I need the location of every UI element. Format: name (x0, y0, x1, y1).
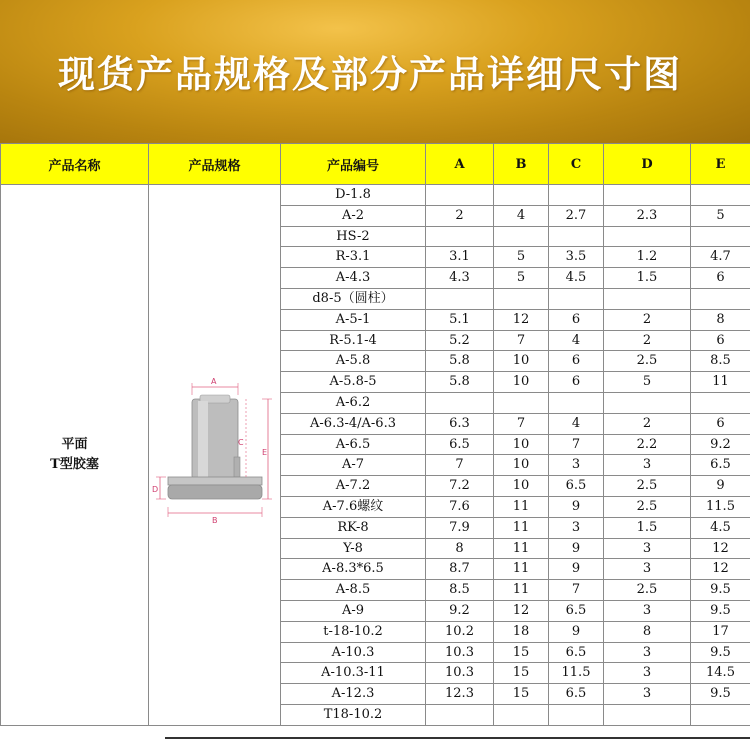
dim-e-cell: 9.2 (691, 434, 750, 455)
dim-e-cell: 6 (691, 413, 750, 434)
header-e: E (691, 144, 750, 185)
dim-b-cell (494, 185, 549, 206)
dim-c-cell (549, 704, 604, 725)
dim-e-cell: 6 (691, 268, 750, 289)
dim-d-cell: 1.5 (604, 268, 691, 289)
dim-a-cell (426, 392, 494, 413)
dim-c-cell: 4.5 (549, 268, 604, 289)
title-banner (0, 0, 750, 143)
dim-b-cell: 7 (494, 330, 549, 351)
dim-c-cell: 6.5 (549, 642, 604, 663)
dim-e-cell: 9 (691, 476, 750, 497)
dim-d-cell: 3 (604, 538, 691, 559)
dim-b-cell: 5 (494, 247, 549, 268)
dim-b-cell (494, 288, 549, 309)
dim-e-cell: 12 (691, 559, 750, 580)
dim-b-cell: 18 (494, 621, 549, 642)
product-code-cell: T18-10.2 (281, 704, 426, 725)
dim-c-cell (549, 392, 604, 413)
dim-b-cell (494, 704, 549, 725)
dim-d-cell (604, 226, 691, 247)
product-code-cell: t-18-10.2 (281, 621, 426, 642)
header-product-code: 产品编号 (281, 144, 426, 185)
dim-c-cell: 6.5 (549, 476, 604, 497)
dim-b-cell (494, 392, 549, 413)
dim-a-cell: 12.3 (426, 684, 494, 705)
dim-c-cell: 2.7 (549, 205, 604, 226)
product-code-cell: A-6.5 (281, 434, 426, 455)
product-name-cell (1, 185, 149, 726)
dim-d-cell (604, 392, 691, 413)
dim-b-cell: 12 (494, 600, 549, 621)
dim-label-e: E (261, 447, 267, 457)
dim-label-c: C (237, 437, 244, 447)
dim-a-cell: 7.2 (426, 476, 494, 497)
dim-c-cell: 7 (549, 434, 604, 455)
product-code-cell: A-5-1 (281, 309, 426, 330)
product-code-cell: A-5.8-5 (281, 372, 426, 393)
dim-c-cell: 3 (549, 455, 604, 476)
table-row (1, 185, 750, 206)
dim-d-cell: 2 (604, 330, 691, 351)
dim-e-cell: 12 (691, 538, 750, 559)
dim-c-cell (549, 185, 604, 206)
dim-e-cell: 17 (691, 621, 750, 642)
dim-e-cell: 9.5 (691, 684, 750, 705)
product-name-line1: 平面 (61, 436, 88, 452)
dim-c-cell: 4 (549, 330, 604, 351)
header-c: C (549, 144, 604, 185)
product-code-cell: Y-8 (281, 538, 426, 559)
dim-d-cell: 2.5 (604, 580, 691, 601)
dim-c-cell: 9 (549, 538, 604, 559)
product-code-cell: A-7.2 (281, 476, 426, 497)
header-a: A (426, 144, 494, 185)
dim-c-cell: 9 (549, 559, 604, 580)
header-d: D (604, 144, 691, 185)
dim-a-cell: 10.2 (426, 621, 494, 642)
dim-c-cell: 7 (549, 580, 604, 601)
dim-c-cell: 6.5 (549, 684, 604, 705)
dim-a-cell: 7.9 (426, 517, 494, 538)
product-code-cell: A-5.8 (281, 351, 426, 372)
product-code-cell: R-5.1-4 (281, 330, 426, 351)
dim-a-cell (426, 288, 494, 309)
dim-d-cell: 1.5 (604, 517, 691, 538)
header-b: B (494, 144, 549, 185)
dim-a-cell: 5.1 (426, 309, 494, 330)
dim-a-cell: 10.3 (426, 663, 494, 684)
dim-e-cell (691, 226, 750, 247)
dim-d-cell: 3 (604, 600, 691, 621)
product-code-cell: A-9 (281, 600, 426, 621)
dim-a-cell: 4.3 (426, 268, 494, 289)
dim-label-b: B (211, 515, 217, 525)
dim-b-cell: 4 (494, 205, 549, 226)
dim-d-cell: 3 (604, 684, 691, 705)
product-code-cell: A-12.3 (281, 684, 426, 705)
dim-c-cell: 6 (549, 351, 604, 372)
header-product-name: 产品名称 (1, 144, 149, 185)
dim-a-cell: 8.5 (426, 580, 494, 601)
header-row (1, 144, 750, 185)
dim-d-cell: 2 (604, 413, 691, 434)
dim-a-cell: 7 (426, 455, 494, 476)
dim-d-cell: 5 (604, 372, 691, 393)
dim-a-cell: 7.6 (426, 496, 494, 517)
dim-a-cell: 5.8 (426, 372, 494, 393)
dim-c-cell: 6 (549, 372, 604, 393)
dim-e-cell: 4.5 (691, 517, 750, 538)
product-code-cell: d8-5（圆柱） (281, 288, 426, 309)
dim-c-cell: 3 (549, 517, 604, 538)
dim-c-cell (549, 226, 604, 247)
dim-c-cell: 9 (549, 621, 604, 642)
product-code-cell: A-7.6螺纹 (281, 496, 426, 517)
t-plug-diagram (150, 365, 280, 545)
dim-a-cell: 5.8 (426, 351, 494, 372)
dim-d-cell: 2.2 (604, 434, 691, 455)
dim-c-cell: 11.5 (549, 663, 604, 684)
dim-b-cell: 12 (494, 309, 549, 330)
product-diagram-cell (149, 185, 281, 726)
dim-a-cell (426, 704, 494, 725)
dim-b-cell: 11 (494, 580, 549, 601)
dim-d-cell: 2.3 (604, 205, 691, 226)
dim-d-cell (604, 288, 691, 309)
dim-b-cell: 10 (494, 351, 549, 372)
dim-b-cell: 11 (494, 559, 549, 580)
dim-d-cell: 2.5 (604, 476, 691, 497)
dim-label-d: D (151, 484, 158, 494)
dim-e-cell: 6 (691, 330, 750, 351)
dim-c-cell: 4 (549, 413, 604, 434)
dim-e-cell: 4.7 (691, 247, 750, 268)
dim-b-cell: 5 (494, 268, 549, 289)
header-product-spec: 产品规格 (149, 144, 281, 185)
product-code-cell: A-6.2 (281, 392, 426, 413)
dim-e-cell: 11.5 (691, 496, 750, 517)
dim-d-cell (604, 185, 691, 206)
dim-c-cell: 6.5 (549, 600, 604, 621)
dim-e-cell: 6.5 (691, 455, 750, 476)
dim-e-cell: 14.5 (691, 663, 750, 684)
dim-e-cell (691, 392, 750, 413)
dim-d-cell: 1.2 (604, 247, 691, 268)
dim-b-cell: 15 (494, 684, 549, 705)
dim-b-cell: 7 (494, 413, 549, 434)
product-code-cell: A-8.5 (281, 580, 426, 601)
product-code-cell: A-7 (281, 455, 426, 476)
dim-b-cell: 10 (494, 434, 549, 455)
product-code-cell: A-10.3 (281, 642, 426, 663)
product-name-line2: T型胶塞 (50, 456, 99, 472)
product-code-cell: A-2 (281, 205, 426, 226)
dim-d-cell: 3 (604, 559, 691, 580)
product-code-cell: A-8.3*6.5 (281, 559, 426, 580)
dim-e-cell: 9.5 (691, 600, 750, 621)
dim-b-cell: 10 (494, 372, 549, 393)
dim-e-cell: 5 (691, 205, 750, 226)
dim-e-cell: 8 (691, 309, 750, 330)
page-title: 现货产品规格及部分产品详细尺寸图 (58, 53, 682, 96)
dim-a-cell: 2 (426, 205, 494, 226)
product-code-cell: D-1.8 (281, 185, 426, 206)
dim-c-cell (549, 288, 604, 309)
dim-d-cell: 2 (604, 309, 691, 330)
dim-a-cell: 9.2 (426, 600, 494, 621)
dim-a-cell: 10.3 (426, 642, 494, 663)
dim-c-cell: 6 (549, 309, 604, 330)
product-code-cell: A-6.3-4/A-6.3 (281, 413, 426, 434)
dim-e-cell: 9.5 (691, 642, 750, 663)
dim-a-cell: 6.3 (426, 413, 494, 434)
dim-a-cell (426, 226, 494, 247)
dim-d-cell: 3 (604, 663, 691, 684)
dim-e-cell (691, 185, 750, 206)
dim-d-cell: 3 (604, 642, 691, 663)
dim-e-cell: 11 (691, 372, 750, 393)
dim-b-cell: 10 (494, 455, 549, 476)
dim-b-cell: 10 (494, 476, 549, 497)
dim-b-cell: 11 (494, 517, 549, 538)
dim-d-cell (604, 704, 691, 725)
product-code-cell: A-4.3 (281, 268, 426, 289)
dim-d-cell: 2.5 (604, 496, 691, 517)
dim-e-cell (691, 288, 750, 309)
product-code-cell: RK-8 (281, 517, 426, 538)
dim-d-cell: 8 (604, 621, 691, 642)
dim-b-cell (494, 226, 549, 247)
dim-a-cell (426, 185, 494, 206)
dim-b-cell: 11 (494, 496, 549, 517)
dim-label-a: A (210, 376, 216, 386)
spec-table (0, 143, 750, 726)
dim-d-cell: 3 (604, 455, 691, 476)
dim-e-cell (691, 704, 750, 725)
dim-a-cell: 3.1 (426, 247, 494, 268)
dim-e-cell: 9.5 (691, 580, 750, 601)
dim-d-cell: 2.5 (604, 351, 691, 372)
product-code-cell: HS-2 (281, 226, 426, 247)
dim-a-cell: 6.5 (426, 434, 494, 455)
dim-a-cell: 8.7 (426, 559, 494, 580)
dim-e-cell: 8.5 (691, 351, 750, 372)
product-code-cell: R-3.1 (281, 247, 426, 268)
dim-c-cell: 3.5 (549, 247, 604, 268)
dim-c-cell: 9 (549, 496, 604, 517)
dim-b-cell: 15 (494, 663, 549, 684)
footer-divider (165, 737, 750, 739)
product-code-cell: A-10.3-11 (281, 663, 426, 684)
dim-b-cell: 11 (494, 538, 549, 559)
dim-a-cell: 8 (426, 538, 494, 559)
dim-a-cell: 5.2 (426, 330, 494, 351)
dim-b-cell: 15 (494, 642, 549, 663)
